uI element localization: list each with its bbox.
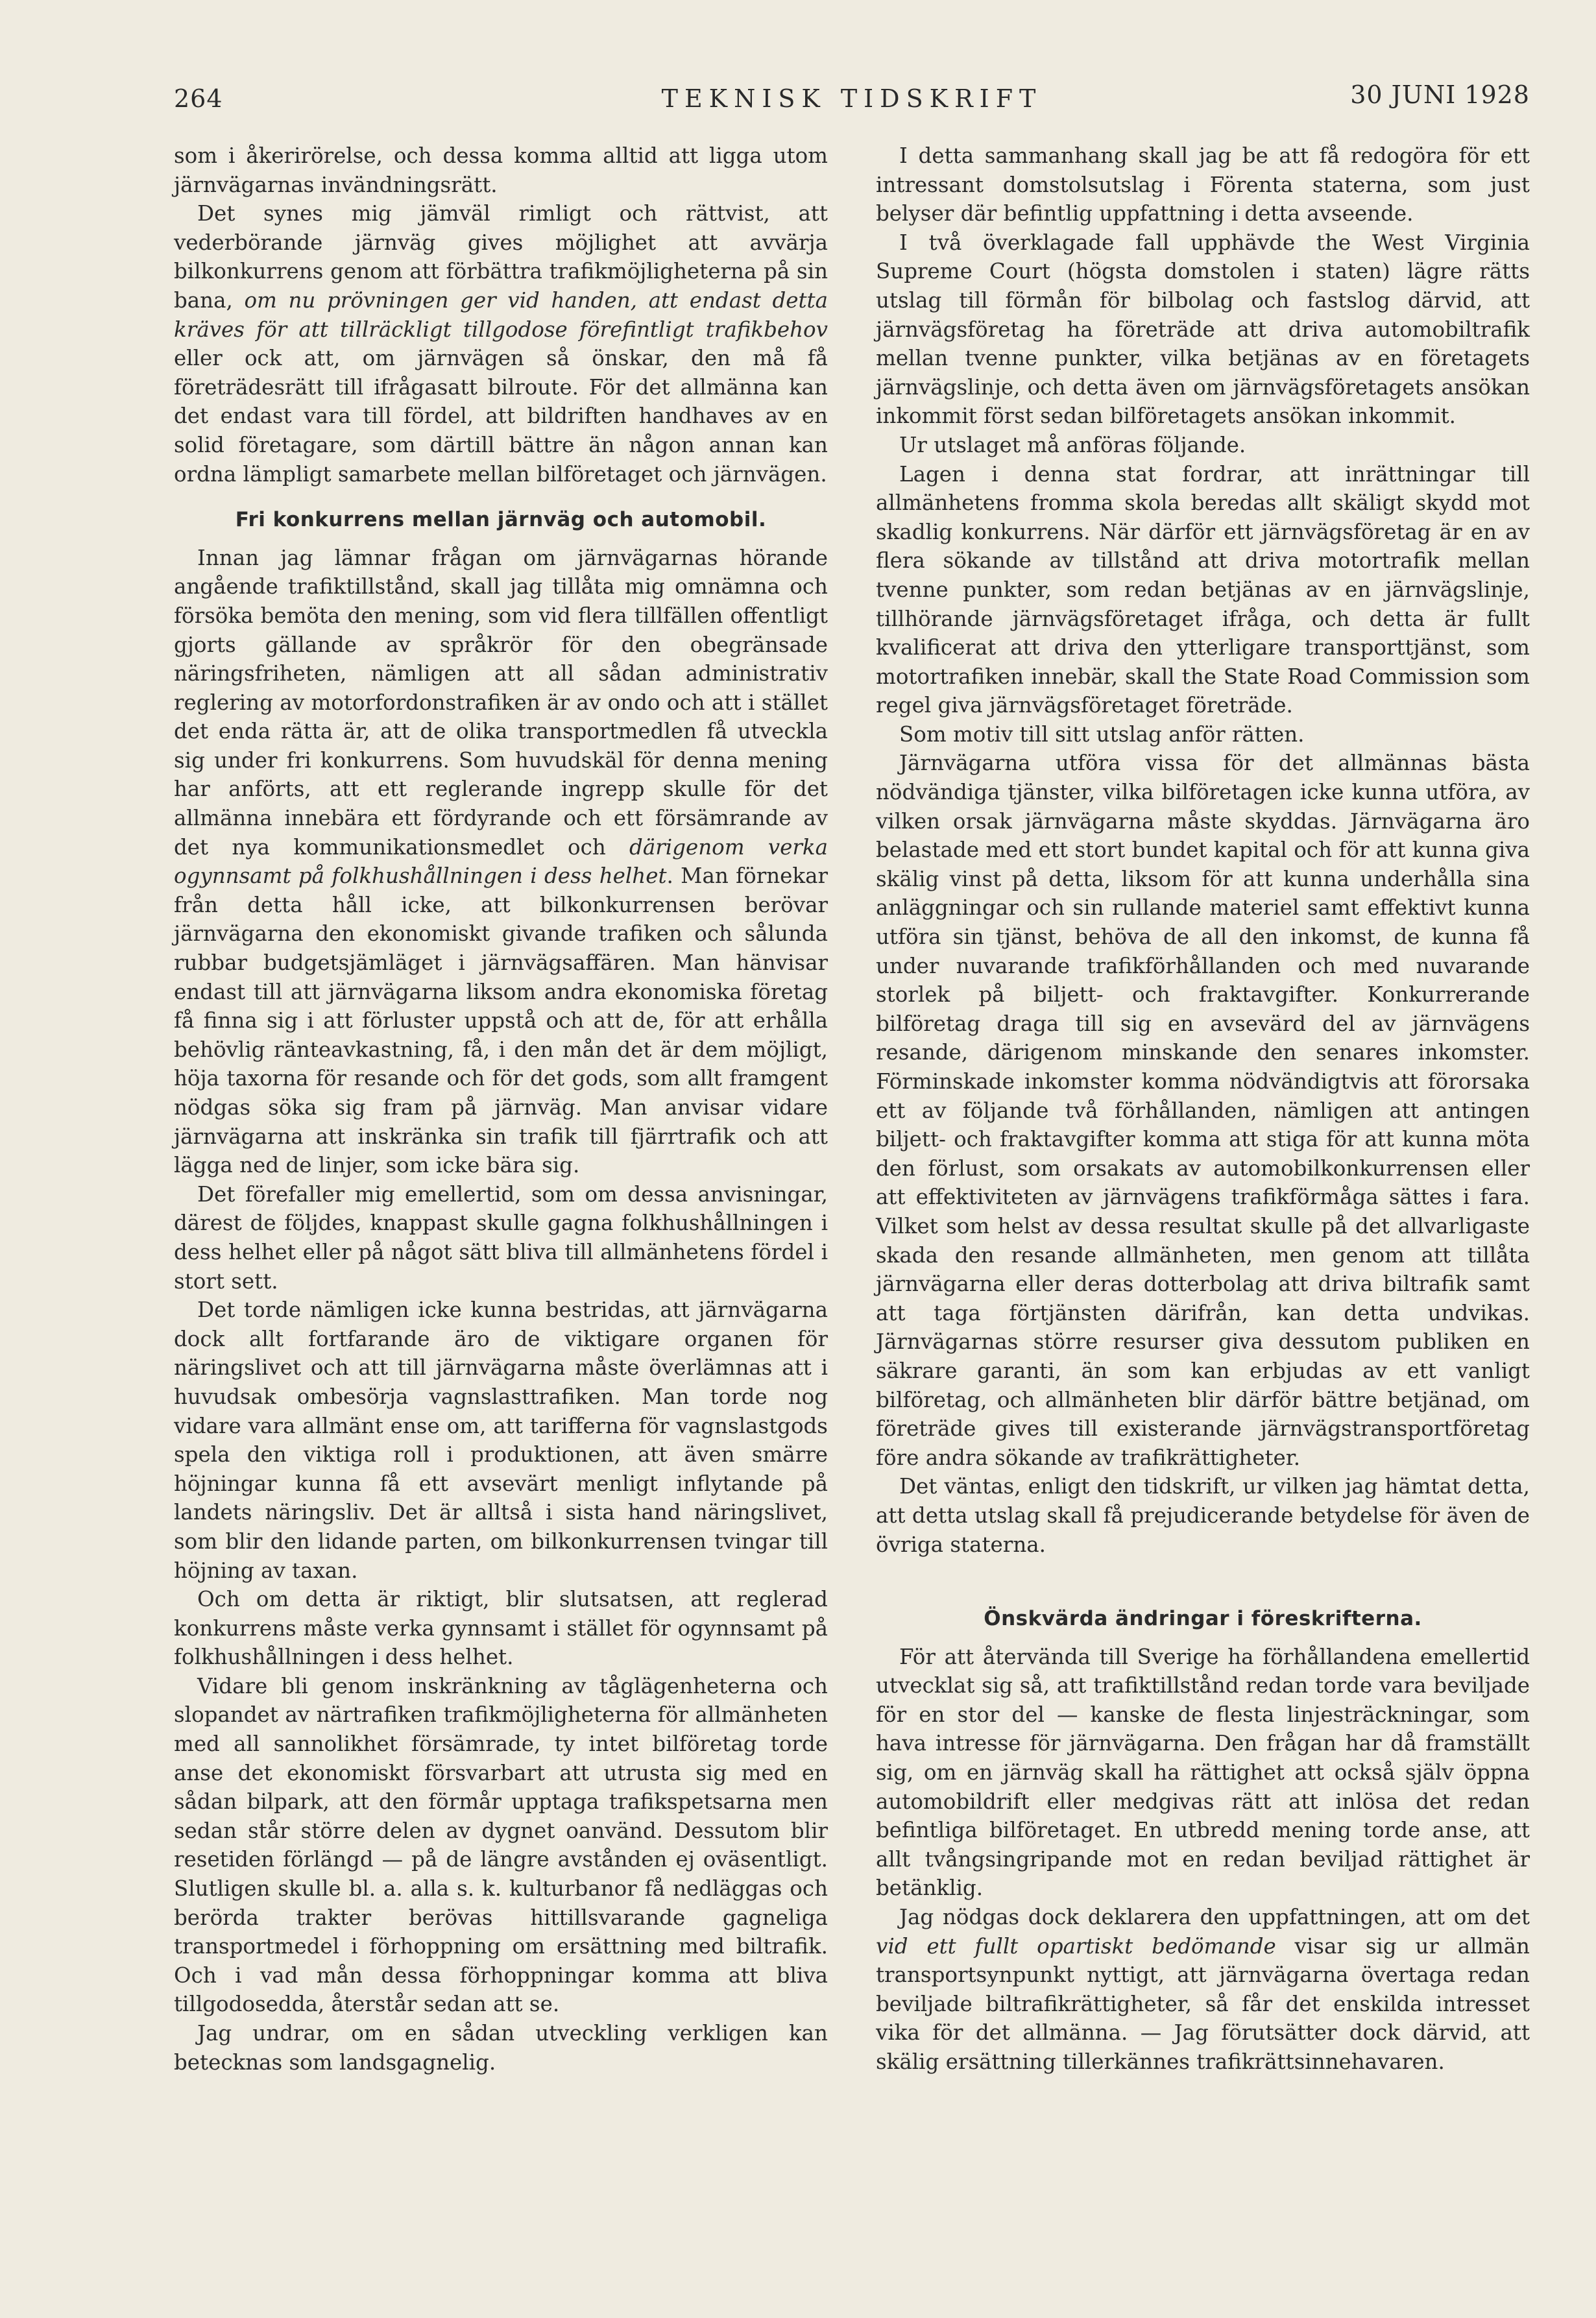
left-column xyxy=(174,141,828,2077)
paragraph: Jag undrar, om en sådan utveckling verkligen kan betecknas som landsgagnelig. xyxy=(174,2021,828,2075)
paragraph: Och om detta är riktigt, blir slutsatsen, att reglerad konkurrens måste verka gynnsamt i stället för ogynnsamt på folkhushållningen i dess helhet. xyxy=(174,1587,828,1670)
right-column xyxy=(876,141,1530,2077)
paragraph: I detta sammanhang skall jag be att få redogöra för ett intressant domstolsutslag i Förenta staterna, som just belyser där befintlig uppfattning i detta avseende. xyxy=(876,143,1530,226)
paragraph: Det synes mig jämväl rimligt och rättvist, att vederbörande järnväg gives möjlighet att avvärja bilkonkurrens genom att förbättra trafikmöjligheterna på sin bana, om nu prövningen ger vid handen, att endast detta kräves för att tillräckligt tillgodose förefintligt trafikbehov eller ock att, om järnvägen så önskar, den må få företrädesrätt till ifrågasatt bilroute. För det allmänna kan det endast vara till fördel, att bildriften handhaves av en solid företagare, som därtill bättre än någon annan kan ordna lämpligt samarbete mellan bilföretaget och järnvägen. xyxy=(174,201,828,487)
paragraph: Som motiv till sitt utslag anför rätten. xyxy=(899,721,1305,747)
journal-title: TEKNISK TIDSKRIFT xyxy=(661,84,1043,113)
paragraph: Innan jag lämnar frågan om järnvägarnas hörande angående trafiktillstånd, skall jag tillåta mig omnämna och försöka bemöta den mening, som vid flera tillfällen offentligt gjorts gällande av språkrör för den obegränsade näringsfriheten, nämligen att all sådan administrativ reglering av motorfordonstrafiken är av ondo och att i stället det enda rätta är, att de olika transportmedlen få utveckla sig under fri konkurrens. Som huvudskäl för denna mening har anförts, att ett reglerande ingrepp skulle för det allmänna innebära ett fördyrande och ett försämrande av det nya kommunikationsmedlet och därigenom verka ogynnsamt på folkhushållningen i dess helhet. Man förnekar från detta håll icke, att bilkonkurrensen berövar järnvägarna den ekonomiskt givande trafiken och sålunda rubbar budgetsjämläget i järnvägsaffären. Man hänvisar endast till att järnvägarna liksom andra ekonomiska företag få finna sig i att förluster uppstå och att de, för att erhålla behövlig ränteavkastning, få, i den mån det är dem möjligt, höja taxorna för resande och för det gods, som allt framgent nödgas söka sig fram på järnväg. Man anvisar vidare järnvägarna att inskränka sin trafik till fjärrtrafik och att lägga ned de linjer, som icke bära sig. xyxy=(174,545,828,1178)
paragraph: Lagen i denna stat fordrar, att inrättningar till allmänhetens fromma skola beredas allt skäligt skydd mot skadlig konkurrens. När därför ett järnvägsföretag är en av flera sökande av tillstånd att driva motortrafik mellan tvenne punkter, som redan betjänas av en järnvägslinje, tillhörande järnvägsföretaget ifråga, och detta är fullt kvalificerat att driva den ytterligare transporttjänst, som motortrafiken innebär, skall the State Road Commission som regel giva järnvägsföretaget företräde. xyxy=(876,461,1530,718)
paragraph: Det torde nämligen icke kunna bestridas, att järnvägarna dock allt fortfarande äro de viktigare organen för näringslivet och att till järnvägarna måste överlämnas att i huvudsak ombesörja vagnslasttrafiken. Man torde nog vidare vara allmänt ense om, att tarifferna för vagnslastgods spela den viktiga roll i produktionen, att även smärre höjningar kunna få ett avsevärt menligt inflytande på landets näringsliv. Det är alltså i sista hand näringslivet, som blir den lidande parten, om bilkonkurrensen tvingar till höjning av taxan. xyxy=(174,1298,828,1583)
paragraph: Det väntas, enligt den tidskrift, ur vilken jag hämtat detta, att detta utslag skall få prejudicerande betydelse för även de övriga staterna. xyxy=(876,1474,1530,1557)
issue-date: 30 JUNI 1928 xyxy=(1350,80,1530,109)
italic-emphasis: om nu prövningen ger vid handen, att endast detta kräves för att tillräckligt tillgodose förefintligt trafikbehov xyxy=(174,287,828,342)
running-header xyxy=(174,77,1530,122)
italic-emphasis: därigenom verka ogynnsamt på folkhushållningen i dess helhet xyxy=(174,834,828,889)
italic-emphasis: vid ett fullt opartiskt bedömande xyxy=(876,1933,1276,1959)
paragraph: Det förefaller mig emellertid, som om dessa anvisningar, därest de följdes, knappast skulle gagna folkhushållningen i dess helhet eller på något sätt bliva till allmänhetens fördel i stort sett. xyxy=(174,1181,828,1294)
paragraph: Vidare bli genom inskränkning av tåglägenheterna och slopandet av närtrafiken trafikmöjligheterna för allmänheten med all sannolikhet försämrade, ty intet bilföretag torde anse det ekonomiskt försvarbart att utrusta sig med en sådan bilpark, att den förmår upptaga trafikspetsarna men sedan står större delen av dygnet oanvänd. Dessutom blir resetiden förlängd — på de längre avstånden ej oväsentligt. Slutligen skulle bl. a. alla s. k. kulturbanor få nedläggas och berörda trakter berövas hittillsvarande gagneliga transportmedel i förhoppning om ersättning med biltrafik. Och i vad mån dessa förhoppningar komma att bliva tillgodosedda, återstår sedan att se. xyxy=(174,1673,828,2017)
page-number: 264 xyxy=(174,84,223,113)
paragraph: Järnvägarna utföra vissa för det allmännas bästa nödvändiga tjänster, vilka bilföretagen icke kunna utföra, av vilken orsak järnvägarna måste skyddas. Järnvägarna äro belastade med ett stort bundet kapital och för att kunna giva skälig vinst på detta, liksom för att kunna underhålla sina anläggningar och sin rullande materiel samt effektivt kunna utföra sin tjänst, behöva de all den inkomst, de kunna få under nuvarande trafikförhållanden och med nuvarande storlek på biljett- och fraktavgifter. Konkurrerande bilföretag draga till sig en avsevärd del av järnvägens resande, därigenom minskande den senares inkomster. Förminskade inkomster komma nödvändigtvis att förorsaka ett av följande två förhållanden, nämligen att antingen biljett- och fraktavgifter komma att stiga för att kunna möta den förlust, som orsakats av automobilkonkurrensen eller att effektiviteten av järnvägens trafikförmåga sättes i fara. Vilket som helst av dessa resultat skulle på det allvarligaste skada den resande allmänheten, men genom att tillåta järnvägarna eller deras dotterbolag att driva biltrafik samt att taga förtjänsten därifrån, kan detta undvikas. Järnvägarnas större resurser giva dessutom publiken en säkrare garanti, än som kan erbjudas av ett vanligt bilföretag, och allmänheten blir därför bättre betjänad, om företräde gives till existerande järnvägstransportföretag före andra sökande av trafikrättigheter. xyxy=(876,751,1530,1470)
section-heading: Fri konkurrens mellan järnväg och automobil. xyxy=(235,508,767,532)
paragraph: I två överklagade fall upphävde the West Virginia Supreme Court (högsta domstolen i staten) lägre rätts utslag till förmån för bilbolag och fastslog därvid, att järnvägsföretag ha företräde att driva automobiltrafik mellan tvenne punkter, vilka betjänas av en företagets järnvägslinje, och detta även om järnvägsföretagets ansökan inkommit först sedan bilföretagets ansökan inkommit. xyxy=(876,230,1530,429)
section-heading: Önskvärda ändringar i föreskrifterna. xyxy=(984,1607,1422,1631)
paragraph: som i åkerirörelse, och dessa komma alltid att ligga utom järnvägarnas invändningsrätt. xyxy=(174,143,828,197)
paragraph: Jag nödgas dock deklarera den uppfattningen, att om det vid ett fullt opartiskt bedömande visar sig ur allmän transportsynpunkt nyttigt, att järnvägarna övertaga redan beviljade biltrafikrättigheter, så får det enskilda intresset vika för det allmänna. — Jag förutsätter dock därvid, att skälig ersättning tillerkännes trafikrättsinnehavaren. xyxy=(876,1905,1530,2074)
paragraph: För att återvända till Sverige ha förhållandena emellertid utvecklat sig så, att trafiktillstånd redan torde vara beviljade för en stor del — kanske de flesta linjesträckningar, som hava intresse för järnvägarna. Den frågan har då framställt sig, om en järnväg skall ha rättighet att också själv öppna automobildrift eller medgivas rätt att inlösa det redan befintliga bilföretaget. En utbredd mening torde anse, att allt tvångsingripande mot en redan beviljad rättighet är betänklig. xyxy=(876,1644,1530,1901)
paragraph: Ur utslaget må anföras följande. xyxy=(899,432,1246,457)
